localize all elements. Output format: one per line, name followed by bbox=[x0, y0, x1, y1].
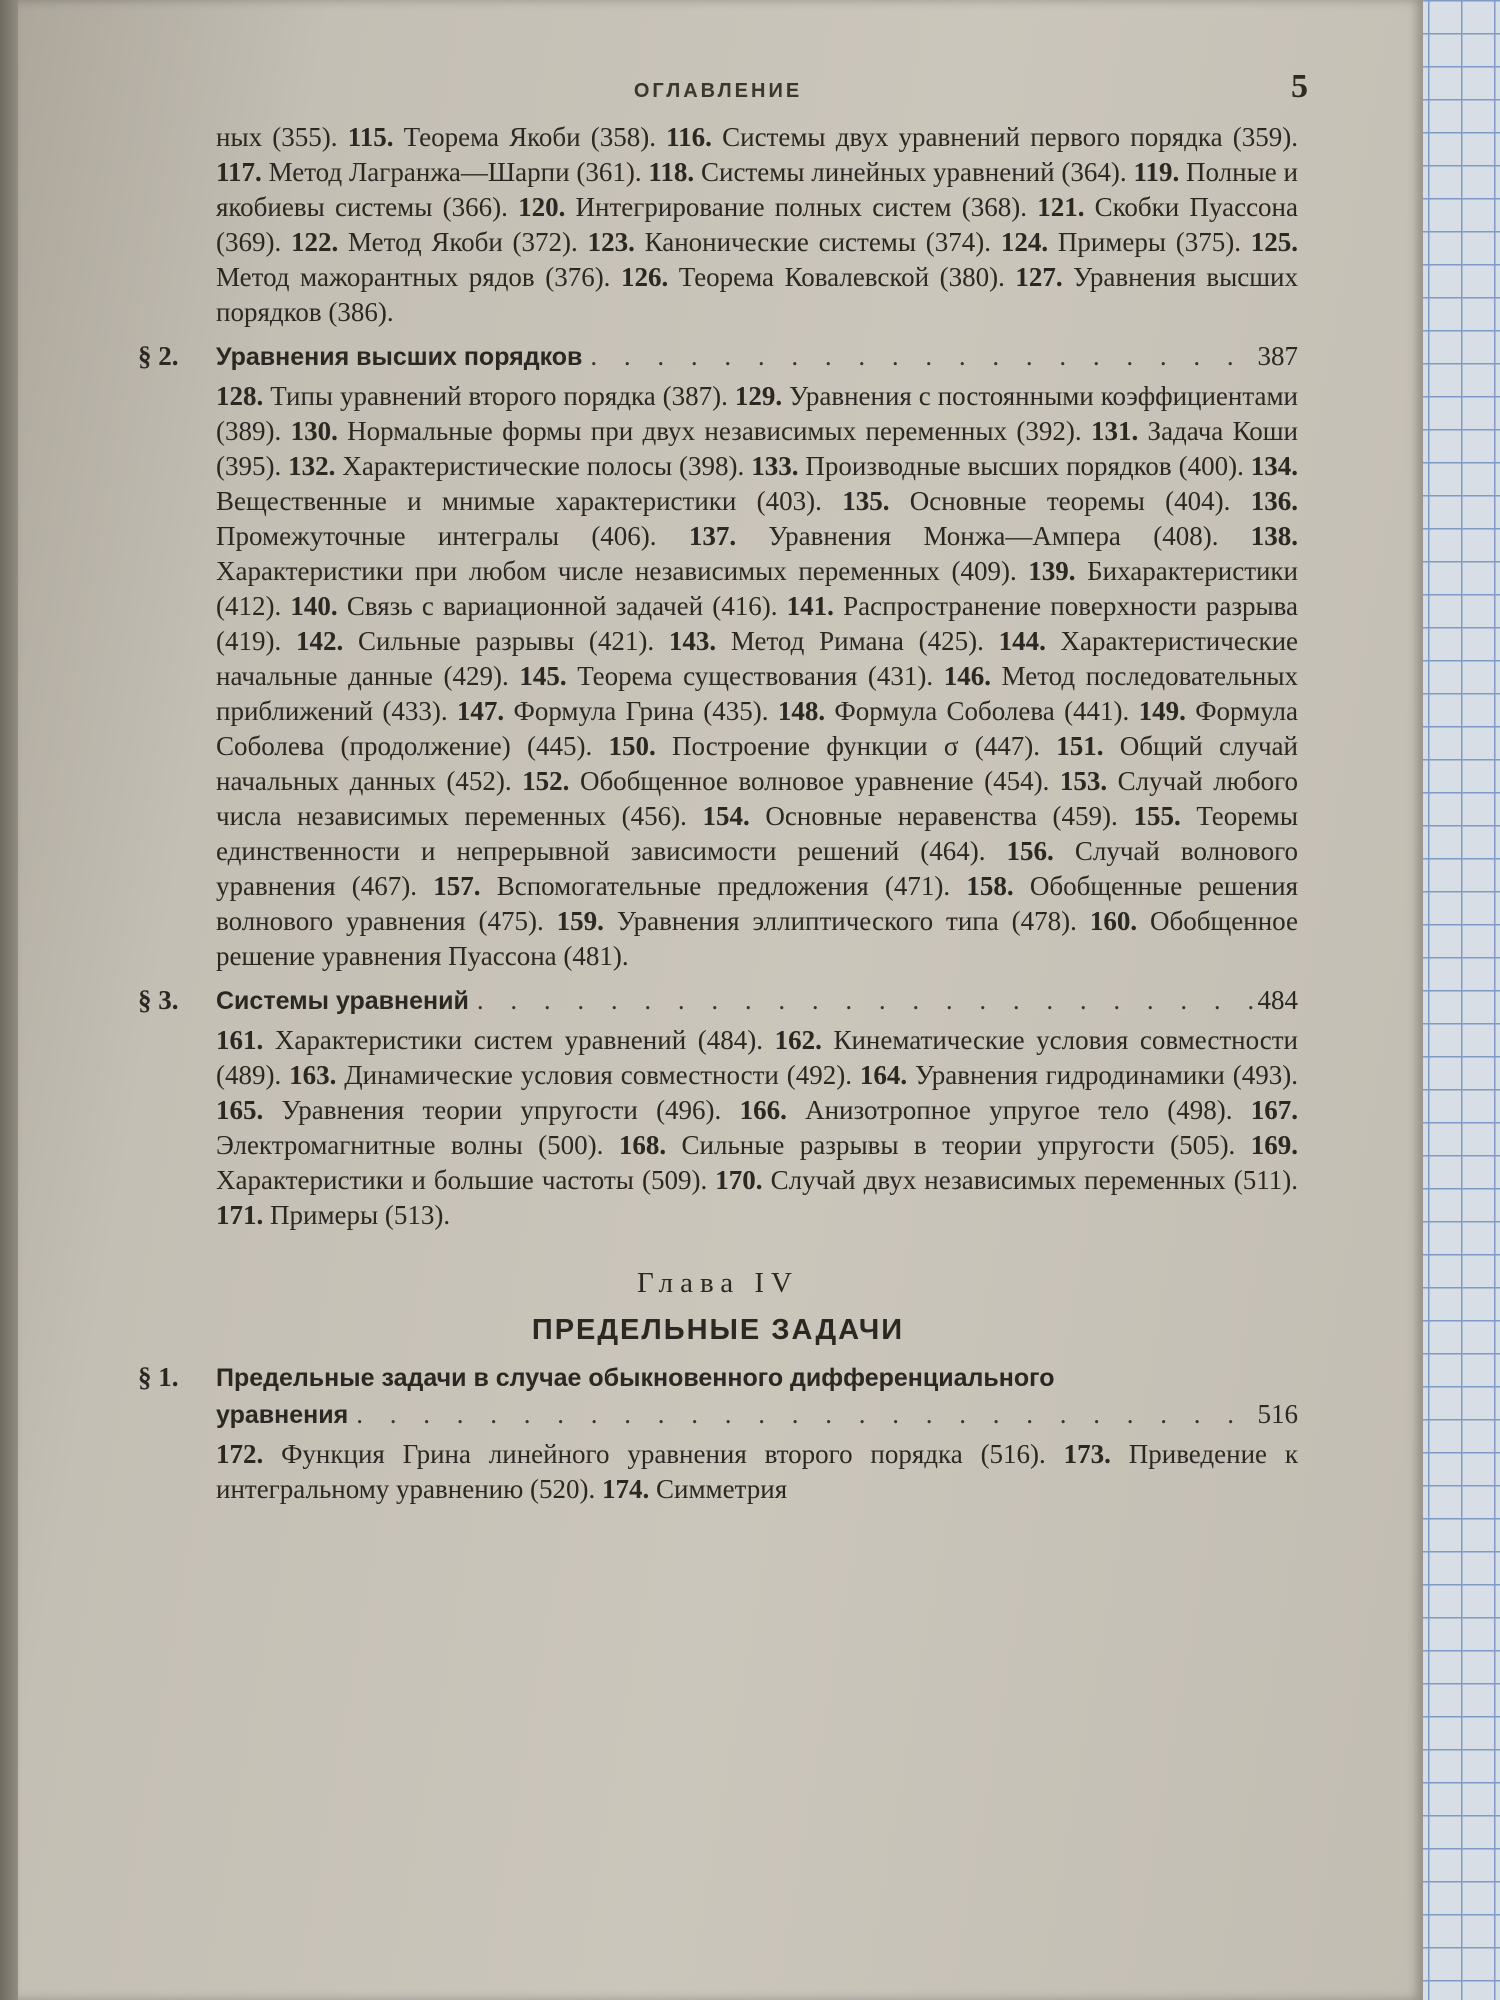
item-text: Функция Грина линейного уравнения второго порядка (516). bbox=[263, 1439, 1064, 1469]
item-number: 121. bbox=[1037, 192, 1085, 222]
item-number: 174. bbox=[602, 1474, 650, 1504]
item-number: 171. bbox=[216, 1200, 264, 1230]
item-text: Формула Соболева (441). bbox=[825, 696, 1139, 726]
item-text: Анизотропное упругое тело (498). bbox=[786, 1095, 1251, 1125]
item-text: Системы двух уравнений первого порядка (359). bbox=[711, 122, 1298, 152]
item-number: 146. bbox=[943, 661, 991, 691]
item-number: 127. bbox=[1015, 262, 1063, 292]
section-page: 484 bbox=[1257, 985, 1298, 1015]
section-page: 516 bbox=[1257, 1399, 1298, 1429]
item-text: Интегрирование полных систем (368). bbox=[565, 192, 1038, 222]
item-number: 139. bbox=[1028, 556, 1076, 586]
item-number: 156. bbox=[1006, 836, 1054, 866]
item-text: Вспомогательные предложения (471). bbox=[480, 871, 967, 901]
item-text: Электромагнитные волны (500). bbox=[216, 1130, 619, 1160]
item-text: Бихарактеристики (412). bbox=[216, 556, 1299, 621]
page-number: 5 bbox=[1291, 68, 1308, 105]
item-number: 123. bbox=[587, 227, 635, 257]
item-text: Метод Римана (425). bbox=[716, 626, 999, 656]
item-text: Характеристические полосы (398). bbox=[335, 451, 752, 481]
item-text: Обобщенное решение уравнения Пуассона (481). bbox=[216, 906, 1298, 971]
item-number: 130. bbox=[290, 416, 338, 446]
item-text: Теорема Ковалевской (380). bbox=[668, 262, 1016, 292]
item-text: Системы линейных уравнений (364). bbox=[694, 157, 1134, 187]
leader-dots bbox=[348, 1396, 1257, 1432]
item-text: Полные и якобиевы системы (366). bbox=[216, 157, 1299, 222]
item-number: 158. bbox=[966, 871, 1014, 901]
item-text: Связь с вариационной задачей (416). bbox=[337, 591, 787, 621]
item-number: 161. bbox=[216, 1025, 264, 1055]
item-text: Случай волнового уравнения (467). bbox=[216, 836, 1299, 901]
leader-dots bbox=[469, 982, 1258, 1018]
item-number: 145. bbox=[519, 661, 567, 691]
item-number: 143. bbox=[668, 626, 717, 656]
item-text: Метод Якоби (372). bbox=[338, 227, 588, 257]
item-number: 151. bbox=[1056, 731, 1104, 761]
item-number: 162. bbox=[774, 1025, 822, 1055]
item-text: Метод последовательных приближений (433). bbox=[216, 661, 1298, 726]
item-number: 124. bbox=[1000, 227, 1049, 257]
section-mark: § 1. bbox=[138, 1362, 179, 1392]
item-text: Уравнения теории упругости (496). bbox=[263, 1095, 740, 1125]
item-text: Уравнения эллиптического типа (478). bbox=[603, 906, 1090, 936]
section-title: Уравнения высших порядков bbox=[216, 343, 583, 371]
item-text: Общий случай начальных данных (452). bbox=[216, 731, 1298, 796]
item-number: 149. bbox=[1138, 696, 1186, 726]
item-text: Уравнения гидродинамики (493). bbox=[907, 1060, 1298, 1090]
item-text: Примеры (513). bbox=[263, 1200, 451, 1230]
item-text: Промежуточные интегралы (406). bbox=[216, 521, 689, 551]
item-text: Примеры (375). bbox=[1048, 227, 1251, 257]
item-number: 155. bbox=[1133, 801, 1181, 831]
item-number: 119. bbox=[1133, 157, 1180, 187]
item-number: 160. bbox=[1089, 906, 1138, 936]
item-number: 125. bbox=[1250, 227, 1299, 257]
item-number: 141. bbox=[786, 591, 834, 621]
item-text: Канонические системы (374). bbox=[634, 227, 1001, 257]
item-text: Характеристики и большие частоты (509). bbox=[216, 1165, 716, 1195]
book-page bbox=[18, 0, 1423, 2000]
item-number: 134. bbox=[1250, 451, 1299, 481]
item-number: 118. bbox=[648, 157, 695, 187]
item-text: Построение функции σ (447). bbox=[655, 731, 1057, 761]
item-text: Симметрия bbox=[649, 1474, 788, 1504]
item-number: 169. bbox=[1250, 1130, 1298, 1160]
toc-entries-chapter4-section-1 bbox=[138, 1437, 1298, 1507]
item-number: 144. bbox=[998, 626, 1046, 656]
item-number: 159. bbox=[556, 906, 604, 936]
item-text: Теоремы единственности и непрерывной зависимости решений (464). bbox=[216, 801, 1298, 866]
item-text: Типы уравнений второго порядка (387). bbox=[263, 381, 735, 411]
item-number: 128. bbox=[216, 381, 264, 411]
running-head bbox=[138, 60, 1308, 120]
item-text: Вещественные и мнимые характеристики (403). bbox=[216, 486, 843, 516]
item-number: 126. bbox=[620, 262, 669, 292]
section-line-1 bbox=[138, 1359, 1298, 1396]
item-number: 132. bbox=[288, 451, 336, 481]
item-number: 152. bbox=[522, 766, 570, 796]
section-page: 387 bbox=[1257, 341, 1298, 371]
section-title: Предельные задачи в случае обыкновенного дифференциального bbox=[216, 1364, 1055, 1392]
item-number: 117. bbox=[216, 157, 262, 187]
item-number: 168. bbox=[618, 1130, 667, 1160]
toc-entries-section-2 bbox=[138, 379, 1298, 974]
chapter-label: Глава IV bbox=[637, 1267, 799, 1299]
item-text: Сильные разрывы в теории упругости (505). bbox=[666, 1130, 1251, 1160]
item-text: Метод мажорантных рядов (376). bbox=[216, 262, 621, 292]
item-number: 148. bbox=[777, 696, 826, 726]
item-number: 163. bbox=[289, 1060, 337, 1090]
toc-chapter4-section-1[interactable] bbox=[138, 1359, 1298, 1433]
running-title: ОГЛАВЛЕНИЕ bbox=[633, 80, 803, 102]
item-text: Теорема существования (431). bbox=[566, 661, 944, 691]
item-number: 154. bbox=[702, 801, 750, 831]
item-text: Задача Коши (395). bbox=[216, 416, 1299, 481]
item-number: 172. bbox=[216, 1439, 264, 1469]
item-number: 167. bbox=[1250, 1095, 1299, 1125]
item-text: Метод Лагранжа—Шарпи (361). bbox=[261, 157, 649, 187]
section-mark: § 2. bbox=[138, 341, 179, 371]
item-text: Обобщенное волновое уравнение (454). bbox=[569, 766, 1060, 796]
item-text: Уравнения с постоянными коэффициентами (389). bbox=[216, 381, 1298, 446]
toc-entries-section-3 bbox=[138, 1023, 1298, 1233]
section-title: Системы уравнений bbox=[216, 987, 469, 1015]
item-number: 133. bbox=[751, 451, 799, 481]
page-content bbox=[138, 60, 1308, 1515]
item-text: Характеристики при любом числе независимых переменных (409). bbox=[216, 556, 1029, 586]
item-number: 166. bbox=[739, 1095, 787, 1125]
item-text: Основные теоремы (404). bbox=[889, 486, 1251, 516]
item-number: 164. bbox=[859, 1060, 908, 1090]
leader-dots bbox=[582, 338, 1257, 374]
item-text: Динамические условия совместности (492). bbox=[336, 1060, 860, 1090]
item-text: Случай двух независимых переменных (511). bbox=[762, 1165, 1298, 1195]
item-number: 173. bbox=[1063, 1439, 1111, 1469]
item-text: Основные неравенства (459). bbox=[749, 801, 1134, 831]
item-text: Сильные разрывы (421). bbox=[343, 626, 669, 656]
item-text: Приведение к интегральному уравнению (520). bbox=[216, 1439, 1298, 1504]
item-number: 138. bbox=[1250, 521, 1298, 551]
item-number: 142. bbox=[295, 626, 344, 656]
item-number: 170. bbox=[715, 1165, 763, 1195]
item-text: Формула Грина (435). bbox=[504, 696, 778, 726]
item-text: Уравнения Монжа—Ампера (408). bbox=[736, 521, 1251, 551]
item-text: Теорема Якоби (358). bbox=[393, 122, 667, 152]
toc-section-2[interactable] bbox=[138, 338, 1298, 375]
item-text: Нормальные формы при двух независимых переменных (392). bbox=[337, 416, 1091, 446]
item-text: Случай любого числа независимых переменных (456). bbox=[216, 766, 1298, 831]
section-line-2 bbox=[138, 1396, 1298, 1433]
item-text: Распространение поверхности разрыва (419). bbox=[216, 591, 1299, 656]
item-text: Уравнения высших порядков (386). bbox=[216, 262, 1298, 327]
item-number: 120. bbox=[518, 192, 566, 222]
item-text: Характеристики систем уравнений (484). bbox=[263, 1025, 775, 1055]
item-text: Обобщенные решения волнового уравнения (475). bbox=[216, 871, 1299, 936]
item-number: 140. bbox=[290, 591, 338, 621]
section-mark: § 3. bbox=[138, 985, 179, 1015]
item-number: 129. bbox=[734, 381, 783, 411]
item-number: 115. bbox=[347, 122, 394, 152]
item-number: 137. bbox=[688, 521, 737, 551]
item-text: Производные высших порядков (400). bbox=[798, 451, 1251, 481]
toc-section-3[interactable] bbox=[138, 982, 1298, 1019]
item-number: 131. bbox=[1090, 416, 1139, 446]
section-title-continued: уравнения bbox=[216, 1401, 349, 1429]
item-number: 147. bbox=[456, 696, 505, 726]
item-number: 136. bbox=[1250, 486, 1298, 516]
item-text: ных (355). bbox=[216, 122, 348, 152]
item-number: 165. bbox=[216, 1095, 264, 1125]
chapter-title: ПРЕДЕЛЬНЫЕ ЗАДАЧИ bbox=[531, 1314, 905, 1346]
item-number: 150. bbox=[608, 731, 656, 761]
item-text: Характеристические начальные данные (429). bbox=[216, 626, 1299, 691]
toc-entries-chapter3-section1 bbox=[138, 120, 1298, 330]
item-number: 153. bbox=[1059, 766, 1108, 796]
item-number: 116. bbox=[666, 122, 712, 152]
item-text: Кинематические условия совместности (489). bbox=[216, 1025, 1298, 1090]
item-number: 157. bbox=[433, 871, 481, 901]
item-number: 135. bbox=[842, 486, 890, 516]
item-number: 122. bbox=[291, 227, 339, 257]
item-text: Формула Соболева (продолжение) (445). bbox=[216, 696, 1299, 761]
item-text: Скобки Пуассона (369). bbox=[216, 192, 1298, 257]
